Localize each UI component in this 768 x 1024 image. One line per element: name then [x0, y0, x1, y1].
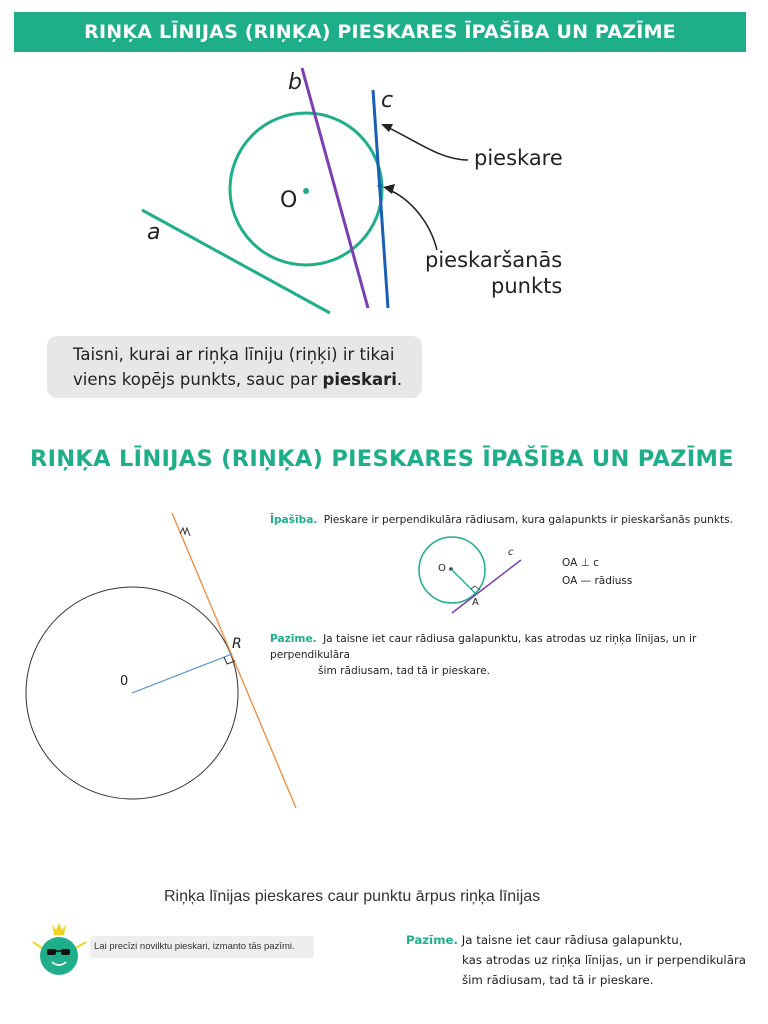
tip-box: Lai precīzi novilktu pieskari, izmanto tās pazīmi. — [90, 936, 314, 958]
mini-label-c: c — [508, 547, 514, 558]
criterion-key: Pazīme. — [270, 633, 317, 645]
property-text — [270, 512, 760, 528]
criterion-bottom-line-2: kas atrodas uz riņķa līnijas, un ir perpendikulāra — [462, 953, 747, 967]
tangent-arrow-head — [381, 124, 393, 132]
criterion-line-2: šim rādiusam, tad tā ir pieskare. — [318, 665, 491, 677]
mascot-arm-left — [33, 942, 42, 948]
criterion-bottom — [406, 930, 746, 990]
title-banner — [14, 12, 746, 52]
mini-line-c — [452, 560, 521, 613]
property-body: Pieskare ir perpendikulāra rādiusam, kura galapunkts ir pieskaršanās punkts. — [323, 514, 734, 526]
point-arrow — [387, 189, 437, 250]
criterion-bottom-line-3: šim rādiusam, tad tā ir pieskare. — [462, 973, 654, 987]
line-b — [302, 68, 368, 308]
annotation-point-1: pieskaršanās — [425, 248, 563, 272]
mascot-crown — [52, 923, 66, 935]
mascot-glasses-left — [47, 949, 56, 955]
mascot-glasses-right — [61, 949, 70, 955]
definition-line-1: Taisni, kurai ar riņķa līniju (riņķi) ir tikai — [73, 345, 395, 364]
label-b: b — [288, 70, 302, 95]
radius-line — [132, 654, 232, 693]
hand-label-r: R — [232, 636, 242, 652]
mini-label-a: A — [472, 597, 479, 608]
mascot-arm-right — [76, 942, 86, 948]
definition-period: . — [396, 370, 403, 389]
label-o: O — [280, 188, 298, 213]
mini-radius — [451, 569, 476, 594]
definition-box — [47, 336, 422, 398]
relation-radius: OA — rādiuss — [562, 575, 633, 587]
label-a: a — [147, 220, 161, 245]
center-dot — [303, 188, 309, 194]
subtitle: Riņķa līnijas pieskares caur punktu ārpus riņķa līnijas — [164, 888, 541, 905]
mini-right-angle — [471, 586, 480, 590]
definition-line-2 — [73, 367, 408, 392]
criterion-line-1: Ja taisne iet caur rādiusa galapunktu, kas atrodas uz riņķa līnijas, un ir perpendikulāra — [270, 633, 697, 661]
annotation-tangent: pieskare — [474, 146, 563, 170]
hand-label-m: m — [196, 524, 207, 537]
criterion-text — [270, 631, 760, 679]
property-key: Īpašība. — [270, 514, 318, 526]
relation-perpendicular: OA ⊥ c — [562, 557, 599, 569]
mascot-body — [40, 937, 78, 975]
label-c: c — [381, 88, 394, 113]
line-a — [142, 210, 330, 313]
annotation-point-2: punkts — [491, 274, 563, 298]
mini-label-o: O — [438, 563, 446, 574]
tangent-arrow — [385, 126, 468, 160]
section-heading: RIŅĶA LĪNIJAS (RIŅĶA) PIESKARES ĪPAŠĪBA UN PAZĪME — [30, 446, 734, 472]
hand-label-o: 0 — [120, 674, 129, 689]
definition-text: viens kopējs punkts, sauc par — [73, 370, 323, 389]
definition-term: pieskari — [322, 370, 397, 389]
tangency-point — [378, 184, 383, 189]
line-c — [373, 90, 388, 308]
criterion-bottom-line-1: Ja taisne iet caur rādiusa galapunktu, — [461, 933, 683, 947]
mascot — [28, 920, 90, 980]
criterion-bottom-key: Pazīme. — [406, 933, 458, 947]
banner-title: RIŅĶA LĪNIJAS (RIŅĶA) PIESKARES ĪPAŠĪBA UN PAZĪME — [84, 21, 676, 43]
